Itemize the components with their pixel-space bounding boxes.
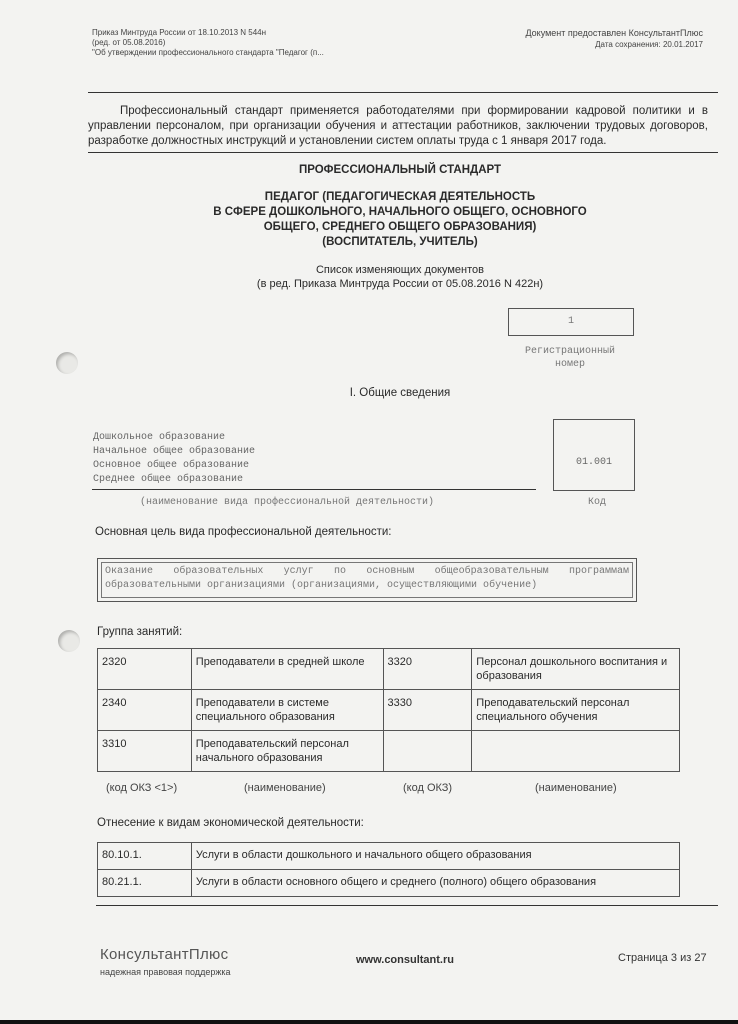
header-document-info: [92, 28, 324, 58]
name-caption: (наименование): [535, 782, 617, 794]
subtitle-line: ОБЩЕГО, СРЕДНЕГО ОБЩЕГО ОБРАЗОВАНИЯ): [263, 221, 537, 233]
save-date: Дата сохранения: 20.01.2017: [595, 40, 703, 49]
occupation-name-cell: Преподавательский персонал начального образования: [191, 731, 383, 772]
activity-line: Начальное общее образование: [93, 446, 256, 457]
activity-line: Основное общее образование: [93, 460, 250, 471]
okz-code-cell: 2340: [98, 690, 192, 731]
okz-code-cell: 2320: [98, 649, 192, 690]
header-divider: [88, 92, 718, 93]
economic-activity-label: Отнесение к видам экономической деятельности:: [97, 817, 364, 829]
activity-code-caption: Код: [588, 497, 607, 508]
logo-tagline: надежная правовая поддержка: [100, 967, 231, 977]
website-link[interactable]: www.consultant.ru: [356, 954, 454, 966]
occupations-label: Группа занятий:: [97, 626, 183, 638]
activity-name-list: [93, 431, 255, 487]
subtitle-line: (ВОСПИТАТЕЛЬ, УЧИТЕЛЬ): [322, 236, 478, 248]
goal-box: [97, 558, 637, 602]
goal-label: Основная цель вида профессиональной деятельности:: [95, 526, 392, 538]
standard-subtitle: [90, 190, 710, 250]
okz-code-cell: [383, 731, 472, 772]
table-row: [98, 690, 680, 731]
okved-code-cell: 80.21.1.: [98, 870, 192, 897]
table-row: [98, 843, 680, 870]
footer-divider: [96, 905, 718, 906]
occupation-name-cell: Преподавательский персонал специального обучения: [472, 690, 680, 731]
table-row: [98, 870, 680, 897]
page-title: ПРОФЕССИОНАЛЬНЫЙ СТАНДАРТ: [298, 164, 502, 176]
occupation-name-cell: Преподаватели в средней школе: [191, 649, 383, 690]
okved-name-cell: Услуги в области дошкольного и начального общего образования: [191, 843, 679, 870]
changes-line: (в ред. Приказа Минтруда России от 05.08.2016 N 422н): [256, 278, 544, 290]
goal-text: Оказание образовательных услуг по основным общеобразовательным программам образовательными организациями (организациями, осуществляющими обучение): [101, 562, 633, 598]
registration-number-label: [500, 345, 640, 371]
registration-label-line: Регистрационный: [524, 346, 615, 357]
occupation-name-cell: Персонал дошкольного воспитания и образования: [472, 649, 680, 690]
intro-paragraph: Профессиональный стандарт применяется работодателями при формировании кадровой политики и в управлении персоналом, при организации обучения и аттестации работников, заключении трудовых договоров, разработке должностных инструкций и установлении систем оплаты труда с 1 января 2017 года.: [88, 105, 708, 147]
okz-code-cell: 3310: [98, 731, 192, 772]
section-title: I. Общие сведения: [349, 387, 451, 399]
changes-list: [90, 263, 710, 291]
activity-underline: [92, 489, 536, 490]
table-row: [98, 731, 680, 772]
okz-code-caption: (код ОКЗ <1>): [106, 782, 178, 794]
okz-code-cell: 3330: [383, 690, 472, 731]
okved-code-cell: 80.10.1.: [98, 843, 192, 870]
header-line: (ред. от 05.08.2016): [92, 38, 166, 47]
activity-line: Среднее общее образование: [93, 474, 244, 485]
changes-line: Список изменяющих документов: [315, 264, 485, 276]
activity-line: Дошкольное образование: [93, 432, 226, 443]
occupation-name-cell: [472, 731, 680, 772]
activity-code-box: 01.001: [553, 419, 635, 491]
header-provider-info: [525, 28, 703, 50]
okved-name-cell: Услуги в области основного общего и среднего (полного) общего образования: [191, 870, 679, 897]
activity-name-caption: (наименование вида профессиональной деятельности): [140, 497, 435, 508]
name-caption: (наименование): [244, 782, 326, 794]
scan-edge: [0, 1020, 738, 1024]
occupations-table: [97, 648, 680, 772]
intro-divider: [88, 152, 718, 153]
occupation-name-cell: Преподаватели в системе специального образования: [191, 690, 383, 731]
registration-label-line: номер: [554, 359, 585, 370]
table-row: [98, 649, 680, 690]
registration-number-box: 1: [508, 308, 634, 336]
subtitle-line: ПЕДАГОГ (ПЕДАГОГИЧЕСКАЯ ДЕЯТЕЛЬНОСТЬ: [264, 191, 536, 203]
consultant-logo: КонсультантПлюс: [100, 946, 229, 963]
provider-text: Документ предоставлен КонсультантПлюс: [525, 28, 703, 38]
economic-activity-table: [97, 842, 680, 897]
okz-code-cell: 3320: [383, 649, 472, 690]
header-line: Приказ Минтруда России от 18.10.2013 N 544н: [92, 28, 267, 37]
okz-code-caption: (код ОКЗ): [403, 782, 453, 794]
subtitle-line: В СФЕРЕ ДОШКОЛЬНОГО, НАЧАЛЬНОГО ОБЩЕГО, ОСНОВНОГО: [213, 206, 587, 218]
punch-hole: [58, 630, 80, 652]
page-number: Страница 3 из 27: [618, 952, 707, 964]
header-line: "Об утверждении профессионального стандарта "Педагог (п...: [92, 48, 324, 57]
punch-hole: [56, 352, 78, 374]
